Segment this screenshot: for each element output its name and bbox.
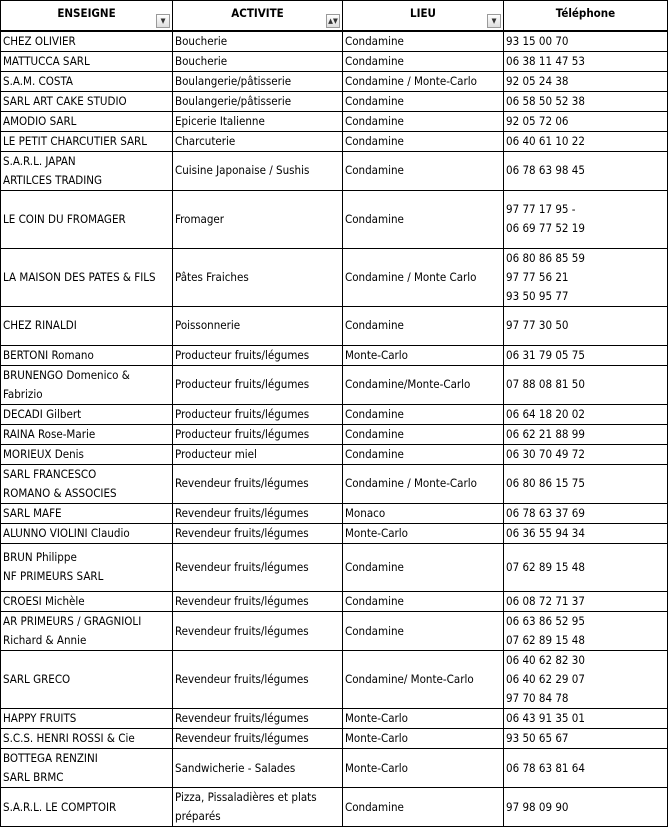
cell-text: SARL ART CAKE STUDIO [3, 93, 127, 108]
table-row [1, 404, 668, 424]
cell-text: Monte-Carlo [345, 760, 408, 775]
cell-lieu[interactable] [343, 709, 504, 729]
cell-activite[interactable] [173, 444, 343, 464]
header-row [1, 1, 668, 31]
cell-enseigne[interactable] [1, 749, 173, 788]
cell-text: Condamine [345, 594, 404, 608]
cell-text: Condamine [345, 799, 404, 814]
column-header-telephone [504, 1, 668, 31]
cell-text: Richard & Annie [3, 633, 87, 647]
cell-text: 97 77 30 50 [506, 318, 569, 332]
cell-text: 06 62 21 88 99 [506, 426, 585, 441]
cell-text: 06 08 72 71 37 [506, 594, 585, 608]
column-header-lieu-label: LIEU [410, 6, 436, 20]
cell-text: 06 78 63 81 64 [506, 760, 585, 775]
cell-enseigne[interactable] [1, 190, 173, 248]
cell-lieu[interactable] [343, 248, 504, 306]
cell-telephone[interactable] [504, 151, 668, 190]
cell-lieu[interactable] [343, 91, 504, 111]
cell-enseigne[interactable] [1, 788, 173, 827]
table-row [1, 31, 668, 52]
cell-text: CROESI Michèle [3, 594, 85, 608]
cell-text: 07 62 89 15 48 [506, 559, 585, 574]
cell-text: 06 78 63 98 45 [506, 163, 585, 177]
table-row [1, 306, 668, 345]
cell-telephone[interactable] [504, 749, 668, 788]
cell-activite[interactable] [173, 365, 343, 404]
cell-text: S.A.R.L. JAPAN [3, 153, 76, 168]
cell-telephone[interactable] [504, 190, 668, 248]
cell-text: 97 98 09 90 [506, 799, 569, 814]
cell-lieu[interactable] [343, 651, 504, 709]
cell-text: préparés [175, 809, 221, 823]
table-row [1, 503, 668, 523]
cell-text: CHEZ RINALDI [3, 318, 77, 332]
cell-telephone[interactable] [504, 651, 668, 709]
cell-telephone[interactable] [504, 543, 668, 592]
cell-activite[interactable] [173, 71, 343, 91]
cell-enseigne[interactable] [1, 543, 173, 592]
table-row [1, 749, 668, 788]
cell-text: Condamine [345, 113, 404, 128]
cell-text: Condamine [345, 133, 404, 148]
cell-text: HAPPY FRUITS [3, 711, 77, 725]
cell-text: Fromager [175, 211, 225, 226]
cell-text: ROMANO & ASSOCIES [3, 485, 117, 500]
cell-text: CHEZ OLIVIER [3, 33, 76, 48]
table-row [1, 729, 668, 749]
cell-lieu[interactable] [343, 612, 504, 651]
cell-text: 06 80 86 85 59 [506, 250, 585, 265]
cell-text: Poissonnerie [175, 318, 241, 332]
cell-activite[interactable] [173, 523, 343, 543]
cell-lieu[interactable] [343, 592, 504, 612]
cell-text: NF PRIMEURS SARL [3, 569, 104, 584]
table-row [1, 111, 668, 131]
cell-text: Condamine [345, 559, 404, 574]
cell-text: BRUN Philippe [3, 550, 77, 565]
cell-text: 06 80 86 15 75 [506, 476, 585, 490]
table-row [1, 424, 668, 444]
table-row [1, 71, 668, 91]
cell-text: Monte-Carlo [345, 711, 408, 725]
cell-text: Boulangerie/pâtisserie [175, 93, 292, 108]
table-body [1, 31, 668, 827]
cell-text: Producteur fruits/légumes [175, 377, 310, 391]
cell-text: Revendeur fruits/légumes [175, 476, 309, 490]
cell-text: 06 78 63 37 69 [506, 505, 585, 520]
cell-lieu[interactable] [343, 31, 504, 52]
cell-text: LA MAISON DES PATES & FILS [3, 269, 156, 284]
cell-text: Monaco [345, 505, 386, 520]
cell-telephone[interactable] [504, 503, 668, 523]
cell-telephone[interactable] [504, 71, 668, 91]
cell-text: MORIEUX Denis [3, 446, 84, 461]
cell-lieu[interactable] [343, 131, 504, 151]
cell-activite[interactable] [173, 131, 343, 151]
cell-text: 06 36 55 94 34 [506, 525, 585, 540]
cell-activite[interactable] [173, 345, 343, 365]
table-row [1, 345, 668, 365]
sort-filter-icon[interactable]: ▲▼ [326, 14, 340, 28]
cell-text: Revendeur fruits/légumes [175, 623, 309, 638]
cell-enseigne[interactable] [1, 651, 173, 709]
cell-enseigne[interactable] [1, 709, 173, 729]
cell-activite[interactable] [173, 190, 343, 248]
cell-lieu[interactable] [343, 543, 504, 592]
table-row [1, 651, 668, 709]
cell-text: 92 05 72 06 [506, 113, 569, 128]
column-header-enseigne [1, 1, 173, 31]
cell-text: SARL FRANCESCO [3, 466, 97, 481]
cell-text: Monte-Carlo [345, 525, 408, 540]
cell-text: 92 05 24 38 [506, 73, 569, 88]
cell-enseigne[interactable] [1, 424, 173, 444]
cell-lieu[interactable] [343, 365, 504, 404]
cell-text: Condamine [345, 163, 404, 177]
cell-enseigne[interactable] [1, 345, 173, 365]
cell-text: Revendeur fruits/légumes [175, 594, 309, 608]
cell-activite[interactable] [173, 788, 343, 827]
cell-enseigne[interactable] [1, 91, 173, 111]
cell-lieu[interactable] [343, 51, 504, 71]
cell-text: 97 77 17 95 - [506, 202, 576, 216]
cell-enseigne[interactable] [1, 51, 173, 71]
cell-text: 97 77 56 21 [506, 269, 569, 284]
cell-lieu[interactable] [343, 404, 504, 424]
table-row [1, 444, 668, 464]
cell-lieu[interactable] [343, 424, 504, 444]
cell-text: S.C.S. HENRI ROSSI & Cie [3, 731, 135, 745]
cell-text: LE COIN DU FROMAGER [3, 211, 126, 226]
cell-text: Revendeur fruits/légumes [175, 559, 309, 574]
cell-text: Condamine [345, 623, 404, 638]
cell-enseigne[interactable] [1, 151, 173, 190]
table-row [1, 151, 668, 190]
cell-lieu[interactable] [343, 444, 504, 464]
cell-text: Boulangerie/pâtisserie [175, 73, 292, 88]
cell-text: Revendeur fruits/légumes [175, 505, 309, 520]
cell-text: ARTILCES TRADING [3, 172, 103, 187]
cell-text: 06 69 77 52 19 [506, 221, 585, 235]
cell-text: Sandwicherie - Salades [175, 760, 296, 775]
cell-telephone[interactable] [504, 345, 668, 365]
cell-text: ALUNNO VIOLINI Claudio [3, 525, 130, 540]
table-row [1, 51, 668, 71]
table-row [1, 365, 668, 404]
cell-lieu[interactable] [343, 306, 504, 345]
cell-text: Revendeur fruits/légumes [175, 525, 309, 540]
cell-lieu[interactable] [343, 729, 504, 749]
cell-enseigne[interactable] [1, 503, 173, 523]
cell-text: 06 40 62 82 30 [506, 653, 585, 667]
cell-text: Fabrizio [3, 386, 43, 401]
cell-enseigne[interactable] [1, 404, 173, 424]
cell-telephone[interactable] [504, 464, 668, 503]
cell-text: 07 62 89 15 48 [506, 633, 585, 647]
cell-lieu[interactable] [343, 788, 504, 827]
cell-telephone[interactable] [504, 51, 668, 71]
cell-enseigne[interactable] [1, 71, 173, 91]
table-row [1, 592, 668, 612]
cell-text: AR PRIMEURS / GRAGNIOLI [3, 614, 142, 628]
cell-telephone[interactable] [504, 365, 668, 404]
cell-text: 06 31 79 05 75 [506, 347, 585, 362]
cell-enseigne[interactable] [1, 248, 173, 306]
cell-enseigne[interactable] [1, 444, 173, 464]
cell-text: RAINA Rose-Marie [3, 426, 96, 441]
cell-text: Condamine [345, 446, 404, 461]
cell-text: 07 88 08 81 50 [506, 377, 585, 391]
cell-activite[interactable] [173, 592, 343, 612]
table-row [1, 248, 668, 306]
cell-activite[interactable] [173, 543, 343, 592]
cell-telephone[interactable] [504, 788, 668, 827]
cell-enseigne[interactable] [1, 729, 173, 749]
cell-text: Boucherie [175, 33, 228, 48]
cell-activite[interactable] [173, 651, 343, 709]
cell-text: Epicerie Italienne [175, 113, 265, 128]
cell-telephone[interactable] [504, 111, 668, 131]
cell-text: 06 40 62 29 07 [506, 672, 585, 686]
table-row [1, 464, 668, 503]
cell-lieu[interactable] [343, 345, 504, 365]
cell-text: Condamine / Monte-Carlo [345, 73, 477, 88]
table-row [1, 190, 668, 248]
cell-text: LE PETIT CHARCUTIER SARL [3, 133, 148, 148]
filter-dropdown-icon[interactable]: ▼ [156, 14, 170, 28]
cell-text: SARL MAFE [3, 505, 62, 520]
cell-text: 06 63 86 52 95 [506, 614, 585, 628]
cell-text: Condamine / Monte Carlo [345, 269, 477, 284]
cell-telephone[interactable] [504, 248, 668, 306]
cell-text: Revendeur fruits/légumes [175, 711, 309, 725]
cell-text: BERTONI Romano [3, 347, 94, 362]
table-row [1, 543, 668, 592]
cell-text: Condamine/ Monte-Carlo [345, 672, 474, 686]
cell-text: 06 58 50 52 38 [506, 93, 585, 108]
cell-text: 06 64 18 20 02 [506, 406, 585, 421]
cell-telephone[interactable] [504, 91, 668, 111]
cell-activite[interactable] [173, 111, 343, 131]
table-row [1, 612, 668, 651]
cell-enseigne[interactable] [1, 31, 173, 52]
cell-lieu[interactable] [343, 523, 504, 543]
cell-text: Producteur fruits/légumes [175, 426, 310, 441]
cell-text: Condamine [345, 53, 404, 68]
cell-lieu[interactable] [343, 749, 504, 788]
cell-text: 06 43 91 35 01 [506, 711, 585, 725]
cell-activite[interactable] [173, 51, 343, 71]
cell-text: Condamine [345, 33, 404, 48]
cell-enseigne[interactable] [1, 365, 173, 404]
cell-text: Producteur miel [175, 446, 257, 461]
cell-text: Condamine [345, 93, 404, 108]
cell-activite[interactable] [173, 151, 343, 190]
cell-text: Condamine [345, 211, 404, 226]
cell-text: Condamine [345, 318, 404, 332]
cell-telephone[interactable] [504, 612, 668, 651]
column-header-activite [173, 1, 343, 31]
cell-lieu[interactable] [343, 111, 504, 131]
cell-activite[interactable] [173, 709, 343, 729]
cell-enseigne[interactable] [1, 523, 173, 543]
cell-telephone[interactable] [504, 729, 668, 749]
cell-text: Producteur fruits/légumes [175, 347, 310, 362]
cell-telephone[interactable] [504, 31, 668, 52]
cell-text: DECADI Gilbert [3, 406, 82, 421]
cell-text: Revendeur fruits/légumes [175, 672, 309, 686]
cell-text: Pizza, Pissaladières et plats [175, 790, 317, 804]
cell-activite[interactable] [173, 31, 343, 52]
cell-text: Condamine/Monte-Carlo [345, 377, 471, 391]
cell-text: SARL GRECO [3, 672, 71, 686]
column-header-lieu [343, 1, 504, 31]
cell-lieu[interactable] [343, 71, 504, 91]
cell-text: BRUNENGO Domenico & [3, 367, 130, 382]
cell-enseigne[interactable] [1, 306, 173, 345]
cell-text: 06 30 70 49 72 [506, 446, 585, 461]
cell-text: 06 40 61 10 22 [506, 133, 585, 148]
cell-text: AMODIO SARL [3, 113, 77, 128]
cell-text: Revendeur fruits/légumes [175, 731, 309, 745]
cell-activite[interactable] [173, 503, 343, 523]
cell-enseigne[interactable] [1, 111, 173, 131]
cell-activite[interactable] [173, 91, 343, 111]
filter-dropdown-icon[interactable]: ▼ [487, 14, 501, 28]
cell-text: Monte-Carlo [345, 347, 408, 362]
cell-telephone[interactable] [504, 424, 668, 444]
cell-text: 06 38 11 47 53 [506, 53, 585, 68]
cell-telephone[interactable] [504, 404, 668, 424]
cell-text: SARL BRMC [3, 770, 64, 784]
cell-text: Cuisine Japonaise / Sushis [175, 163, 310, 177]
table-row [1, 788, 668, 827]
cell-enseigne[interactable] [1, 592, 173, 612]
cell-activite[interactable] [173, 729, 343, 749]
cell-text: 97 70 84 78 [506, 691, 569, 705]
cell-activite[interactable] [173, 248, 343, 306]
cell-text: MATTUCCA SARL [3, 53, 90, 68]
cell-text: Pâtes Fraiches [175, 269, 249, 284]
cell-lieu[interactable] [343, 503, 504, 523]
cell-activite[interactable] [173, 424, 343, 444]
cell-activite[interactable] [173, 404, 343, 424]
cell-text: Condamine [345, 406, 404, 421]
cell-telephone[interactable] [504, 444, 668, 464]
cell-text: BOTTEGA RENZINI [3, 751, 98, 765]
cell-activite[interactable] [173, 464, 343, 503]
cell-lieu[interactable] [343, 464, 504, 503]
cell-lieu[interactable] [343, 190, 504, 248]
cell-enseigne[interactable] [1, 131, 173, 151]
cell-activite[interactable] [173, 612, 343, 651]
cell-lieu[interactable] [343, 151, 504, 190]
cell-telephone[interactable] [504, 592, 668, 612]
cell-text: Producteur fruits/légumes [175, 406, 310, 421]
column-header-activite-label: ACTIVITE [231, 6, 284, 20]
table-row [1, 709, 668, 729]
cell-text: 93 15 00 70 [506, 33, 569, 48]
cell-telephone[interactable] [504, 709, 668, 729]
cell-telephone[interactable] [504, 523, 668, 543]
table-row [1, 523, 668, 543]
cell-text: 93 50 65 67 [506, 731, 569, 745]
cell-enseigne[interactable] [1, 612, 173, 651]
cell-text: Condamine [345, 426, 404, 441]
column-header-enseigne-label: ENSEIGNE [57, 6, 116, 20]
cell-text: S.A.R.L. LE COMPTOIR [3, 799, 117, 814]
table-row [1, 91, 668, 111]
cell-text: Condamine / Monte-Carlo [345, 476, 477, 490]
cell-enseigne[interactable] [1, 464, 173, 503]
cell-text: Boucherie [175, 53, 228, 68]
cell-activite[interactable] [173, 749, 343, 788]
cell-telephone[interactable] [504, 306, 668, 345]
cell-text: 93 50 95 77 [506, 288, 569, 303]
table-row [1, 131, 668, 151]
cell-text: Monte-Carlo [345, 731, 408, 745]
column-header-telephone-label: Téléphone [555, 6, 616, 20]
cell-text: S.A.M. COSTA [3, 73, 73, 88]
cell-telephone[interactable] [504, 131, 668, 151]
cell-activite[interactable] [173, 306, 343, 345]
cell-text: Charcuterie [175, 133, 236, 148]
